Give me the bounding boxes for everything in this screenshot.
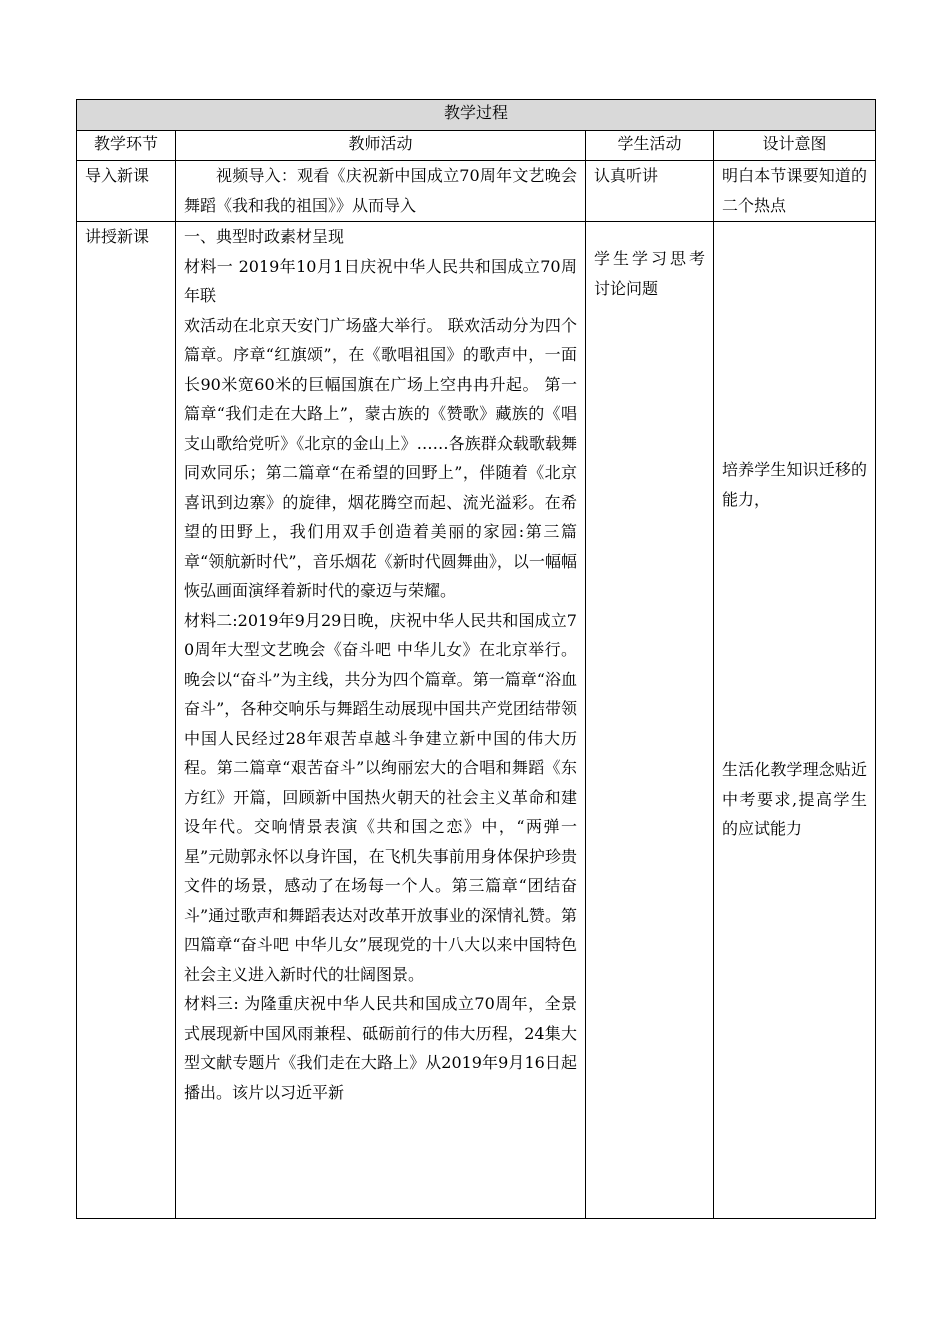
main-student-cell [586,222,714,1219]
main-intent-cell [714,222,876,1219]
main-heading: 一、典型时政素材呈现 [184,227,345,246]
main-student-text: 学生学习思考讨论问题 [594,249,705,298]
table-row-intro [77,161,876,222]
table-title-row [77,100,876,131]
main-intent-2: 生活化教学理念贴近中考要求,提高学生的应试能力 [722,760,868,838]
header-teacher-activity: 教师活动 [176,131,586,161]
intro-intent: 明白本节课要知道的二个热点 [714,161,876,222]
table-row-main [77,222,876,1219]
main-stage: 讲授新课 [77,222,176,1219]
main-teacher-cell [176,222,586,1219]
table-title: 教学过程 [77,100,876,131]
header-stage: 教学环节 [77,131,176,161]
intro-teacher-text: 视频导入：观看《庆祝新中国成立70周年文艺晚会舞蹈《我和我的祖国》》从而导入 [184,166,577,215]
header-student-activity: 学生活动 [586,131,714,161]
material-one-intro: 材料一 2019年10月1日庆祝中华人民共和国成立70周年联 [184,256,577,305]
intro-stage: 导入新课 [77,161,176,222]
material-two: 材料二:2019年9月29日晚，庆祝中华人民共和国成立70周年大型文艺晚会《奋斗吧 中华儿女》在北京举行。 晚会以“奋斗”为主线，共分为四个篇章。第一篇章“浴血奋斗”，各种交响乐与舞蹈生动展现中国共产党团结带领中国人民经过28年艰苦卓越斗争建立新中国的伟大历程。第二篇章“艰苦奋斗”以绚丽宏大的合唱和舞蹈《东方红》开篇，回顾新中国热火朝天的社会主义革命和建设年代。交响情景表演《共和国之恋》中，“两弹一星”元勋郭永怀以身许国，在飞机失事前用身体保护珍贵文件的场景，感动了在场每一个人。第三篇章“团结奋斗”通过歌声和舞蹈表达对改革开放事业的深情礼赞。第四篇章“奋斗吧 中华儿女”展现党的十八大以来中国特色社会主义进入新时代的壮阔图景。 [184,610,577,984]
header-design-intent: 设计意图 [714,131,876,161]
material-three: 材料三: 为隆重庆祝中华人民共和国成立70周年，全景式展现新中国风雨兼程、砥砺前行的伟大历程，24集大型文献专题片《我们走在大路上》从2019年9月16日起播出。该片以习近平新 [184,994,577,1102]
material-one-body: 欢活动在北京天安门广场盛大举行。 联欢活动分为四个篇章。序章“红旗颂”，在《歌唱祖国》的歌声中，一面长90米宽60米的巨幅国旗在广场上空冉冉升起。 第一篇章“我们走在大路上”，蒙古族的《赞歌》藏族的《唱支山歌给党听》《北京的金山上》……各族群众载歌载舞同欢同乐；第二篇章“在希望的回野上”，伴随着《北京喜讯到边寨》的旋律，烟花腾空而起、流光溢彩。在希望的田野上，我们用双手创造着美丽的家园:第三篇章“领航新时代”，音乐烟花《新时代圆舞曲》，以一幅幅恢弘画面演绎着新时代的豪迈与荣耀。 [184,315,577,600]
teaching-process-table [76,99,876,1219]
intro-student: 认真听讲 [586,161,714,222]
intro-teacher-cell [176,161,586,222]
table-header-row [77,131,876,161]
main-intent-1: 培养学生知识迁移的能力， [722,460,868,509]
